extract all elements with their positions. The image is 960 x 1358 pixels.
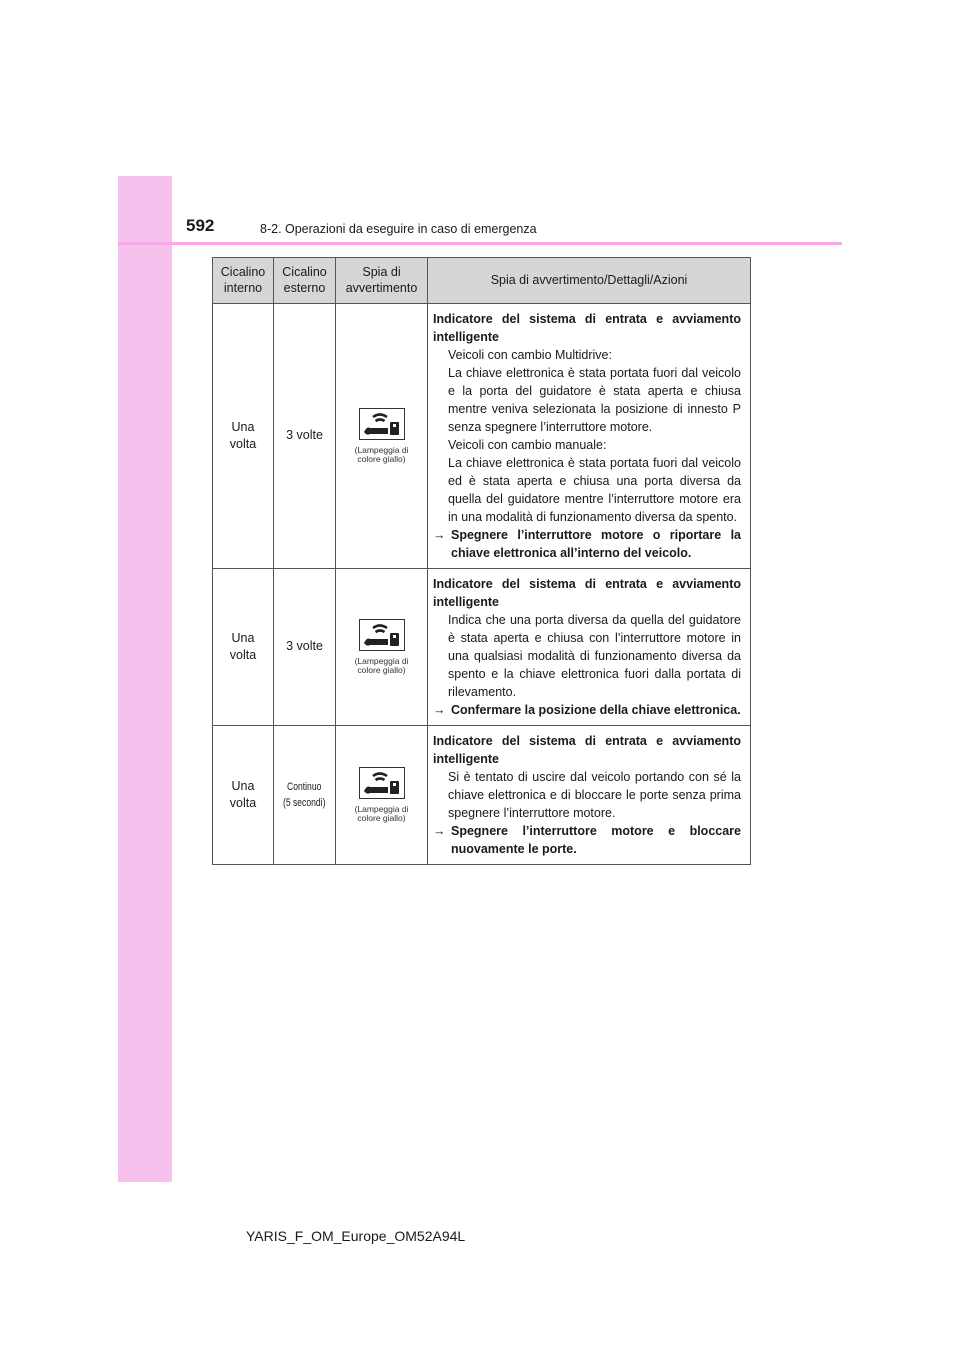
smart-key-warning-icon (359, 767, 405, 799)
external-buzzer-cell (274, 726, 336, 865)
detail-paragraph: Veicoli con cambio manuale: (448, 438, 607, 452)
row3-caption-line1: (Lampeggia di (354, 803, 409, 814)
header-light-line1: Spia di (362, 264, 401, 279)
warning-table (212, 257, 751, 865)
warning-light-cell (336, 569, 428, 726)
table-header-row (213, 258, 751, 304)
row3-external-line2: (5 secondi) (283, 797, 326, 809)
external-buzzer-cell: 3 volte (274, 569, 336, 726)
header-light-line2: avvertimento (345, 280, 418, 295)
action-line (433, 526, 741, 562)
detail-title: Indicatore del sistema di entrata e avviamento intelligente (433, 312, 741, 344)
table-row (213, 304, 751, 569)
detail-paragraph: La chiave elettronica è stata portata fuori dal veicolo ed è stata aperta e chiusa una porta diversa da quella del guidatore mentre l’interruttore motore era in una modalità di funzionamento diversa da spento. (448, 456, 741, 524)
warning-light-cell (336, 304, 428, 569)
section-title: 8-2. Operazioni da eseguire in caso di emergenza (260, 222, 537, 236)
header-details: Spia di avvertimento/Dettagli/Azioni (428, 258, 751, 304)
arrow-right-icon: → (433, 824, 446, 838)
detail-title: Indicatore del sistema di entrata e avviamento intelligente (433, 577, 741, 609)
row3-external-line1: Continuo (287, 780, 322, 793)
internal-buzzer-cell (213, 569, 274, 726)
row1-caption-line1: (Lampeggia di (354, 444, 409, 455)
header-external-line2: esterno (283, 280, 326, 295)
arrow-right-icon: → (433, 703, 446, 717)
internal-buzzer-cell (213, 726, 274, 865)
row2-caption-line1: (Lampeggia di (354, 655, 409, 666)
external-buzzer-cell: 3 volte (274, 304, 336, 569)
header-rule (118, 242, 842, 245)
document-id: YARIS_F_OM_Europe_OM52A94L (246, 1228, 466, 1244)
details-cell (428, 569, 751, 726)
row2-internal-line2: volta (229, 648, 257, 662)
detail-paragraph: Indica che una porta diversa da quella del guidatore è stata aperta e chiusa con l’interruttore motore in una qualsiasi modalità di funzionamento diversa da spento e la chiave elettronica fuori dalla portata di rilevamento. (448, 613, 741, 699)
header-warning-light (336, 258, 428, 304)
row3-caption-line2: colore giallo) (357, 813, 406, 823)
row3-internal-line2: volta (229, 796, 257, 810)
row2-internal-line1: Una (231, 630, 255, 645)
smart-key-warning-icon (359, 619, 405, 651)
action-text: Spegnere l’interruttore motore o riportare la chiave elettronica all’interno del veicolo. (451, 528, 741, 560)
detail-paragraph: Si è tentato di uscire dal veicolo portando con sé la chiave elettronica e di bloccare le porte senza prima spegnere l’interruttore motore. (448, 770, 741, 820)
header-external-line1: Cicalino (282, 264, 327, 279)
header-internal-line1: Cicalino (220, 264, 266, 279)
continuous-label (283, 779, 325, 812)
action-line (433, 701, 741, 719)
detail-paragraph: Veicoli con cambio Multidrive: (448, 348, 612, 362)
action-line (433, 822, 741, 858)
flash-caption (336, 805, 427, 824)
detail-title: Indicatore del sistema di entrata e avviamento intelligente (433, 734, 741, 766)
row2-caption-line2: colore giallo) (357, 665, 406, 675)
row1-caption-line2: colore giallo) (357, 454, 406, 464)
table-row (213, 726, 751, 865)
flash-caption (336, 657, 427, 676)
warning-light-cell (336, 726, 428, 865)
action-text: Spegnere l’interruttore motore e bloccare nuovamente le porte. (451, 824, 741, 856)
table-row (213, 569, 751, 726)
flash-caption (336, 446, 427, 465)
details-cell (428, 726, 751, 865)
page-number: 592 (186, 216, 215, 235)
row1-internal-line1: Una (231, 419, 255, 434)
header-internal-buzzer (213, 258, 274, 304)
side-tab (118, 176, 172, 1182)
action-text: Confermare la posizione della chiave elettronica. (451, 703, 741, 717)
header-external-buzzer (274, 258, 336, 304)
details-cell (428, 304, 751, 569)
arrow-right-icon: → (433, 528, 446, 542)
header-internal-line2: interno (223, 280, 263, 295)
row1-internal-line2: volta (229, 437, 257, 451)
internal-buzzer-cell (213, 304, 274, 569)
smart-key-warning-icon (359, 408, 405, 440)
detail-paragraph: La chiave elettronica è stata portata fuori dal veicolo e la porta del guidatore è stata aperta e chiusa mentre veniva selezionata la posizione di innesto P senza spegnere l’interruttore motore. (448, 366, 741, 434)
row3-internal-line1: Una (231, 778, 255, 793)
